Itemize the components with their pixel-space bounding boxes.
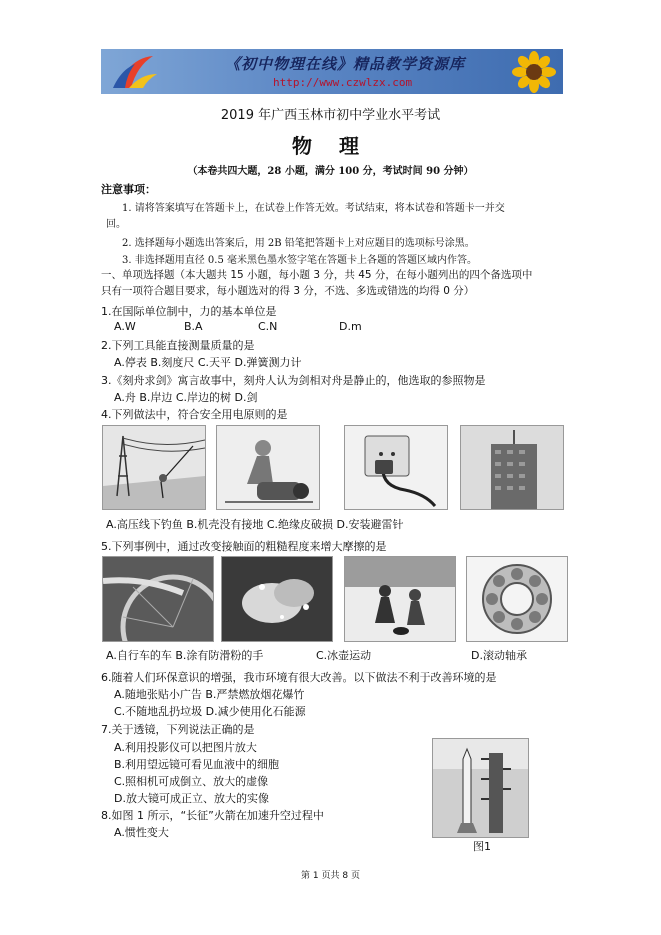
question-1-stem: 1.在国际单位制中，力的基本单位是 [101, 305, 277, 318]
question-7-stem: 7.关于透镜，下列说法正确的是 [101, 723, 255, 736]
power-line-icon [103, 426, 205, 509]
banner-logo-icon [107, 52, 163, 92]
bearing-icon [467, 557, 567, 641]
hands-icon [222, 557, 332, 641]
question-7-option-c: C.照相机可成倒立、放大的虚像 [114, 775, 269, 788]
building-icon [461, 426, 563, 509]
chalked-hands-photo [221, 556, 333, 642]
question-3-stem: 3.《刻舟求剑》寓言故事中，刻舟人认为剑相对舟是静止的，他选取的参照物是 [101, 374, 486, 387]
section-instruction: 只有一项符合题目要求，每小题选对的得 3 分，不选、多选或错选的均得 0 分） [101, 285, 475, 297]
question-1-option-d: D.m [339, 320, 362, 333]
question-6-options-1: A.随地张贴小广告 B.严禁燃放烟花爆竹 [114, 688, 305, 701]
question-5-option-c: C.冰壶运动 [316, 649, 372, 662]
sunflower-icon [511, 51, 557, 93]
question-7-option-b: B.利用望远镜可看见血液中的细胞 [114, 758, 280, 771]
question-3-options: A.舟 B.岸边 C.岸边的树 D.剑 [114, 391, 258, 404]
question-5-option-d: D.滚动轴承 [471, 649, 527, 662]
note-item: 3. 非选择题用直径 0.5 毫米黑色墨水签字笔在答题卡上各题的答题区域内作答。 [122, 255, 477, 266]
rocket-icon [433, 739, 528, 837]
question-1-option-b: B.A [184, 320, 203, 333]
question-6-stem: 6.随着人们环保意识的增强，我市环境有很大改善。以下做法不利于改善环境的是 [101, 671, 497, 684]
ball-bearing-photo [466, 556, 568, 642]
socket-plug-icon [345, 426, 447, 509]
question-7-option-d: D.放大镜可成正立、放大的实像 [114, 792, 269, 805]
power-line-fishing-photo [102, 425, 206, 510]
damaged-plug-photo [344, 425, 448, 510]
question-4-options: A.高压线下钓鱼 B.机壳没有接地 C.绝缘皮破损 D.安装避雷针 [106, 518, 404, 531]
bicycle-wheel-icon [103, 557, 213, 641]
notes-heading: 注意事项： [101, 183, 156, 196]
question-2-options: A.停表 B.刻度尺 C.天平 D.弹簧测力计 [114, 356, 302, 369]
banner-url: http://www.czwlzx.com [273, 76, 413, 89]
question-1-option-a: A.W [114, 320, 136, 333]
ungrounded-machine-photo [216, 425, 320, 510]
subject-title: 物 理 [292, 134, 369, 158]
figure-1-caption: 图1 [473, 840, 491, 853]
page-number: 第 1 页共 8 页 [301, 871, 360, 881]
rocket-launch-photo [432, 738, 529, 838]
exam-subtitle: （本卷共四大题，28 小题，满分 100 分，考试时间 90 分钟） [187, 166, 474, 177]
question-8-option-a: A.惯性变大 [114, 826, 169, 839]
question-4-stem: 4.下列做法中，符合安全用电原则的是 [101, 408, 288, 421]
question-5-options-ab: A.自行车的车 B.涂有防滑粉的手 [106, 649, 264, 662]
question-8-stem: 8.如图 1 所示，“长征”火箭在加速升空过程中 [101, 809, 324, 822]
note-item: 1. 请将答案填写在答题卡上，在试卷上作答无效。考试结束，将本试卷和答题卡一并交 [122, 203, 505, 214]
section-instruction: 一、单项选择题（本大题共 15 小题，每小题 3 分，共 45 分，在每小题列出的四个备选项中 [101, 269, 533, 281]
note-item: 回。 [106, 219, 126, 230]
lightning-rod-building-photo [460, 425, 564, 510]
question-5-stem: 5.下列事例中，通过改变接触面的粗糙程度来增大摩擦的是 [101, 540, 387, 553]
curling-icon [345, 557, 455, 641]
question-6-options-2: C.不随地乱扔垃圾 D.减少使用化石能源 [114, 705, 306, 718]
bicycle-brake-photo [102, 556, 214, 642]
machine-icon [217, 426, 319, 509]
note-item: 2. 选择题每小题选出答案后，用 2B 铅笔把答题卡上对应题目的选项标号涂黑。 [122, 238, 475, 249]
exam-title: 2019 年广西玉林市初中学业水平考试 [220, 108, 441, 123]
resource-banner [101, 49, 563, 94]
banner-title: 《初中物理在线》精品教学资源库 [225, 55, 466, 73]
question-7-option-a: A.利用投影仪可以把图片放大 [114, 741, 257, 754]
question-1-option-c: C.N [258, 320, 278, 333]
question-2-stem: 2.下列工具能直接测量质量的是 [101, 339, 255, 352]
curling-photo [344, 556, 456, 642]
